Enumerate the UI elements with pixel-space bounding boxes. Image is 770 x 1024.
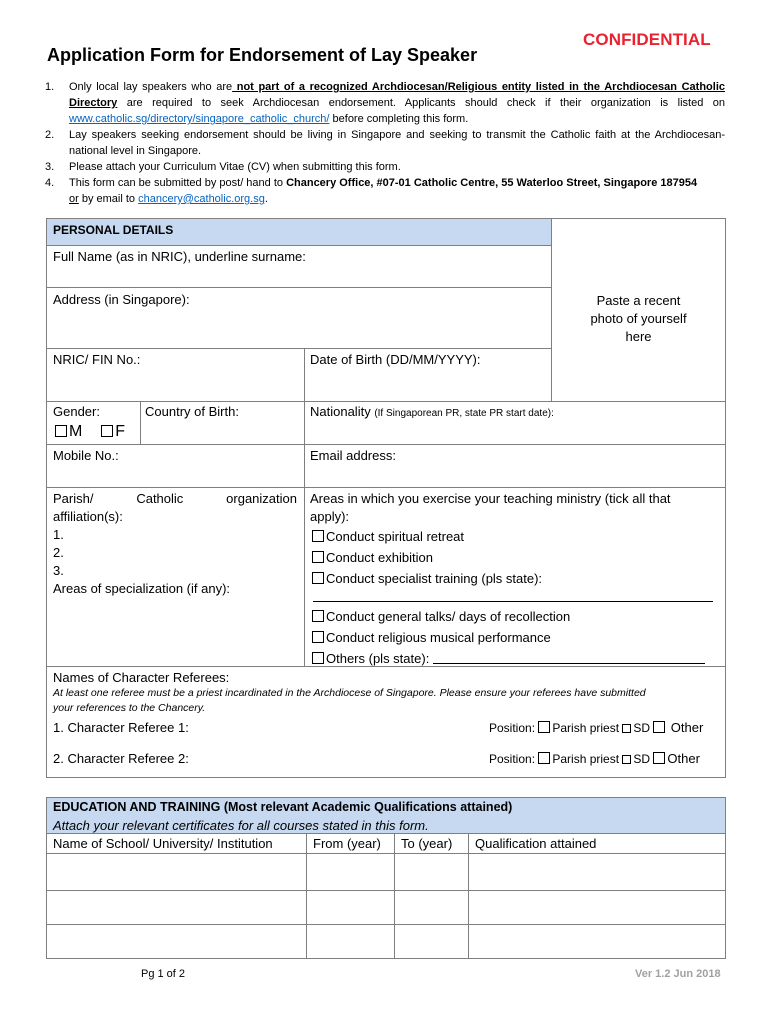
instruction-text xyxy=(69,175,725,207)
position-label: Position: xyxy=(489,752,539,766)
sd-checkbox[interactable] xyxy=(622,755,631,764)
area-option-label: Conduct general talks/ days of recollection xyxy=(326,609,571,624)
email-label: Email address: xyxy=(310,448,396,463)
personal-details-heading: PERSONAL DETAILS xyxy=(53,223,174,237)
education-heading: EDUCATION AND TRAINING (Most relevant Academic Qualifications attained) xyxy=(53,800,513,814)
version-label: Ver 1.2 Jun 2018 xyxy=(635,968,721,980)
gender-options xyxy=(55,422,125,442)
divider xyxy=(46,401,726,402)
instruction-number: 2. xyxy=(45,129,55,141)
country-of-birth-label: Country of Birth: xyxy=(145,404,239,419)
position-option-label: Parish priest xyxy=(552,752,620,766)
divider xyxy=(46,890,726,891)
gender-m-checkbox[interactable] xyxy=(55,425,67,437)
mobile-label: Mobile No.: xyxy=(53,448,119,463)
area-option-label: Conduct exhibition xyxy=(326,550,433,565)
area-option xyxy=(312,570,542,587)
parish-label-word: organization xyxy=(226,491,297,506)
instruction-text xyxy=(69,79,725,127)
nationality-note: (If Singaporean PR, state PR start date): xyxy=(374,408,554,419)
parish-item: 2. xyxy=(53,545,64,560)
instruction-item xyxy=(45,127,725,159)
photo-placeholder[interactable] xyxy=(551,292,726,346)
parish-item: 1. xyxy=(53,527,64,542)
gender-m-label: M xyxy=(69,423,83,440)
instruction-text-part: before completing this form. xyxy=(329,113,469,125)
others-blank[interactable] xyxy=(433,651,705,664)
nric-label: NRIC/ FIN No.: xyxy=(53,352,141,367)
education-col-school: Name of School/ University/ Institution xyxy=(53,836,273,851)
instruction-text-part: or xyxy=(69,193,79,205)
instruction-text: Please attach your Curriculum Vitae (CV) when submitting this form. xyxy=(69,161,401,173)
instruction-number: 3. xyxy=(45,161,55,173)
divider xyxy=(394,833,395,959)
address-label: Address (in Singapore): xyxy=(53,292,190,307)
area-checkbox[interactable] xyxy=(312,610,324,622)
position-option-label: Parish priest xyxy=(552,721,620,735)
nationality-label xyxy=(310,403,554,421)
instruction-item xyxy=(45,159,725,175)
sd-checkbox[interactable] xyxy=(622,724,631,733)
divider xyxy=(46,287,551,288)
instruction-number: 1. xyxy=(45,81,55,93)
dob-label: Date of Birth (DD/MM/YYYY): xyxy=(310,352,481,367)
divider xyxy=(306,833,307,959)
area-checkbox[interactable] xyxy=(312,631,324,643)
referees-heading: Names of Character Referees: xyxy=(53,670,230,685)
instruction-item xyxy=(45,175,725,207)
divider xyxy=(140,401,141,444)
referees-note: At least one referee must be a priest incardinated in the Archdiocese of Singapore. Please ensure your referees have submitted xyxy=(53,687,646,699)
referee-1-label: 1. Character Referee 1: xyxy=(53,720,189,735)
specialization-label: Areas of specialization (if any): xyxy=(53,581,231,596)
area-option xyxy=(312,549,433,566)
divider xyxy=(46,487,726,488)
area-option xyxy=(312,629,551,646)
education-cell[interactable] xyxy=(395,854,468,890)
chancery-address: Chancery Office, #07-01 Catholic Centre, 55 Waterloo Street, Singapore 187954 xyxy=(286,177,698,189)
instruction-text-part: are required to seek Archdiocesan endorsement. Applicants should check if their organization is listed on xyxy=(117,97,725,109)
area-option-label: Others (pls state): xyxy=(326,651,433,666)
divider xyxy=(46,924,726,925)
education-col-from: From (year) xyxy=(313,836,381,851)
area-checkbox[interactable] xyxy=(312,530,324,542)
position-option-label: Other xyxy=(670,720,704,735)
education-col-to: To (year) xyxy=(401,836,453,851)
education-cell[interactable] xyxy=(469,854,725,890)
area-option xyxy=(312,608,570,625)
chancery-email-link[interactable]: chancery@catholic.org.sg xyxy=(138,193,265,205)
page-number: Pg 1 of 2 xyxy=(141,968,186,980)
divider xyxy=(468,833,469,959)
full-name-label: Full Name (as in NRIC), underline surname: xyxy=(53,249,306,264)
area-option xyxy=(312,650,705,667)
area-checkbox[interactable] xyxy=(312,572,324,584)
divider xyxy=(46,348,551,349)
education-cell[interactable] xyxy=(307,854,394,890)
parish-label-word: Catholic xyxy=(136,491,184,506)
areas-label-line2: apply): xyxy=(310,509,350,524)
photo-text-line: photo of yourself xyxy=(590,311,687,326)
gender-f-checkbox[interactable] xyxy=(101,425,113,437)
photo-text-line: Paste a recent xyxy=(596,293,681,308)
area-option-label: Conduct specialist training (pls state): xyxy=(326,571,543,586)
gender-label: Gender: xyxy=(53,404,100,419)
photo-text-line: here xyxy=(625,329,652,344)
parish-label-word: Parish/ xyxy=(53,491,94,506)
divider xyxy=(304,348,305,666)
page-title: Application Form for Endorsement of Lay Speaker xyxy=(47,45,478,65)
instruction-item xyxy=(45,79,725,127)
referee-2-position xyxy=(489,750,700,768)
instruction-text-part: . xyxy=(264,193,268,205)
referee-1-position xyxy=(489,719,703,737)
area-checkbox[interactable] xyxy=(312,652,324,664)
parish-item: 3. xyxy=(53,563,64,578)
areas-label-text: Areas in which you exercise your teaching ministry (tick all that xyxy=(310,491,671,506)
area-option-label: Conduct spiritual retreat xyxy=(326,529,465,544)
education-cell[interactable] xyxy=(47,854,306,890)
instruction-text-part: by email to xyxy=(78,193,139,205)
directory-link[interactable]: www.catholic.sg/directory/singapore_catholic_church/ xyxy=(69,113,330,125)
instruction-text: Lay speakers seeking endorsement should be living in Singapore and seeking to transmit the Catholic faith at the Archdiocesan-national level in Singapore. xyxy=(69,129,725,157)
parish-priest-checkbox[interactable] xyxy=(538,721,550,733)
area-option-label: Conduct religious musical performance xyxy=(326,630,551,645)
areas-label xyxy=(310,490,718,507)
confidential-label: CONFIDENTIAL xyxy=(583,30,711,49)
position-label: Position: xyxy=(489,721,539,735)
instruction-number: 4. xyxy=(45,177,55,189)
nationality-text: Nationality xyxy=(310,404,371,419)
parish-label-line2: affiliation(s): xyxy=(53,509,123,524)
instruction-text-part: This form can be submitted by post/ hand to xyxy=(69,177,287,189)
parish-label-line xyxy=(53,490,297,507)
specialist-training-blank[interactable] xyxy=(313,601,713,602)
education-subheading: Attach your relevant certificates for all courses stated in this form. xyxy=(53,818,429,833)
divider xyxy=(46,444,726,445)
area-checkbox[interactable] xyxy=(312,551,324,563)
other-checkbox[interactable] xyxy=(653,752,665,764)
instructions-list xyxy=(45,79,725,207)
referee-2-label: 2. Character Referee 2: xyxy=(53,751,189,766)
parish-priest-checkbox[interactable] xyxy=(538,752,550,764)
divider xyxy=(46,245,551,246)
other-checkbox[interactable] xyxy=(653,721,665,733)
gender-f-label: F xyxy=(115,423,126,440)
position-option-label: SD xyxy=(633,721,651,735)
referees-note: your references to the Chancery. xyxy=(53,702,206,714)
position-option-label: SD xyxy=(633,752,651,766)
instruction-text-part: Only local lay speakers who are xyxy=(69,81,233,93)
instruction-emphasis: not part of a recognized Archdiocesan/Religious entity listed in the Archdiocesan Catholic Directory xyxy=(69,81,725,109)
position-option-label: Other xyxy=(667,751,700,766)
education-col-qualification: Qualification attained xyxy=(475,836,597,851)
area-option xyxy=(312,528,464,545)
